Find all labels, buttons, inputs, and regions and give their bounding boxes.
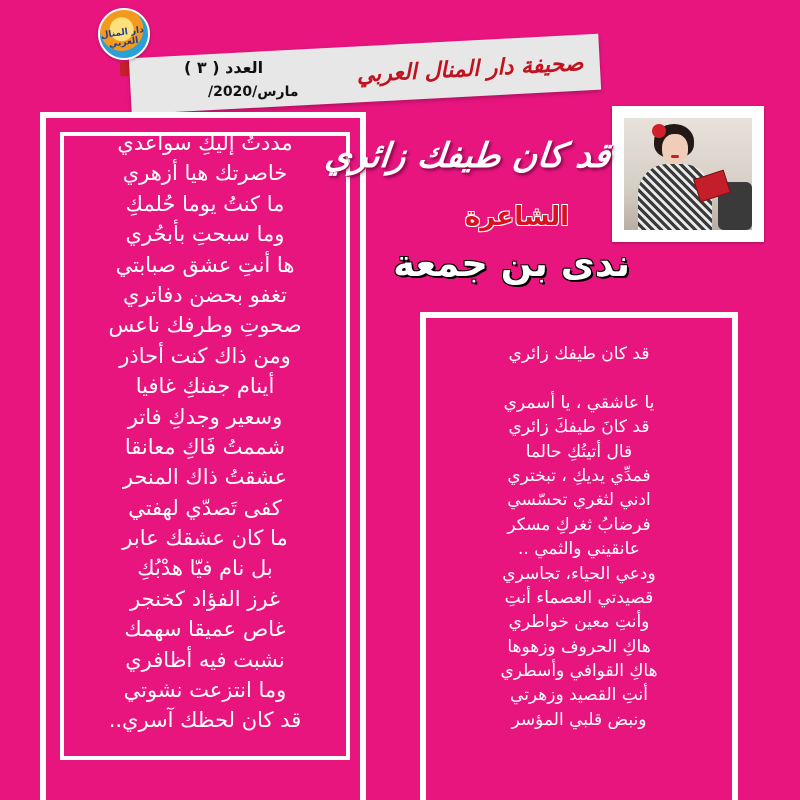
poem-line: خاصرتك هيا أزهري bbox=[122, 161, 288, 186]
logo-text: دار المنال العربي bbox=[100, 25, 145, 50]
poem-line: قد كان لحظك آسري.. bbox=[108, 708, 302, 733]
poem-line: وما انتزعت نشوتي bbox=[123, 678, 287, 703]
poem-line bbox=[430, 366, 728, 390]
photo-flower bbox=[652, 124, 666, 138]
poem-line: تغفو بحضن دفاتري bbox=[122, 282, 288, 307]
poem-line: صحوتِ وطرفك ناعس bbox=[108, 313, 302, 338]
poem-line: قصيدتي العصماء أنتِ bbox=[504, 587, 654, 608]
left-poem-verses bbox=[60, 128, 350, 736]
poem-line: نشبت فيه أظافري bbox=[125, 647, 285, 672]
poem-line: فرضابُ ثغركِ مسكر bbox=[507, 514, 651, 535]
poem-line: قال أتيتُكِ حالما bbox=[525, 441, 633, 462]
photo-face bbox=[662, 134, 688, 164]
right-poem-verses bbox=[430, 342, 728, 732]
poem-line: ما كنتُ يوما حُلمكِ bbox=[125, 191, 285, 216]
poem-line: بل نام فيّا هدْبُكِ bbox=[137, 556, 273, 581]
poem-line: هاكِ الحروف وزهوها bbox=[507, 636, 651, 657]
poet-photo bbox=[624, 118, 752, 230]
poem-line: يا عاشقي ، يا أسمري bbox=[503, 392, 655, 413]
poem-line: وسعير وجدكِ فاتر bbox=[127, 404, 283, 429]
poem-line: ادني لثغري تحسّسي bbox=[507, 490, 651, 511]
poem-line: قد كانَ طيفكَ زائري bbox=[508, 417, 650, 438]
poem-line: مددتُ إليكِ سواعدي bbox=[117, 131, 293, 155]
poem-line: قد كان طيفك زائري bbox=[508, 344, 650, 364]
poem-line: ها أنتِ عشق صبابتي bbox=[115, 252, 295, 277]
issue-number: العدد ( ٣ ) bbox=[184, 58, 264, 77]
poem-line: شممتُ فَاكِ معانقا bbox=[124, 434, 286, 459]
poet-label: الشاعرة bbox=[464, 202, 570, 232]
poem-line: هاكِ القوافي وأسطري bbox=[500, 661, 658, 682]
poem-line: عانقيني والثمي .. bbox=[518, 539, 640, 560]
issue-date: مارس/2020/ bbox=[208, 84, 299, 100]
photo-lips bbox=[671, 155, 679, 158]
poem-line: غرز الفؤاد كخنجر bbox=[130, 586, 280, 611]
newspaper-name: صحيفة دار المنال العربي bbox=[356, 50, 584, 88]
poet-name: ندى بن جمعة bbox=[393, 242, 630, 285]
poem-line: كفى تَصدّي لهفتي bbox=[128, 495, 282, 520]
poem-line: عشقتُ ذاك المنحر bbox=[122, 465, 288, 490]
poem-line: وأنتِ معين خواطري bbox=[508, 612, 650, 633]
poem-line: ونبض قلبي المؤسر bbox=[511, 709, 647, 730]
poem-line: ما كان عشقك عابر bbox=[122, 526, 288, 551]
poem-line: وما سبحتِ بأبحُري bbox=[125, 222, 285, 247]
poem-line: ومن ذاك كنت أحاذر bbox=[119, 343, 291, 368]
poem-line: ودعي الحياء، تجاسري bbox=[502, 563, 656, 584]
poem-line: فمدِّي يديكِ ، تبختري bbox=[507, 465, 651, 486]
poem-line: أينام جفنكِ غافيا bbox=[135, 374, 275, 399]
poem-title: قد كان طيفك زائري bbox=[322, 136, 613, 176]
poem-line: غاص عميقا سهمك bbox=[124, 617, 286, 642]
poem-line: أنتِ القصيد وزهرتي bbox=[510, 685, 648, 706]
